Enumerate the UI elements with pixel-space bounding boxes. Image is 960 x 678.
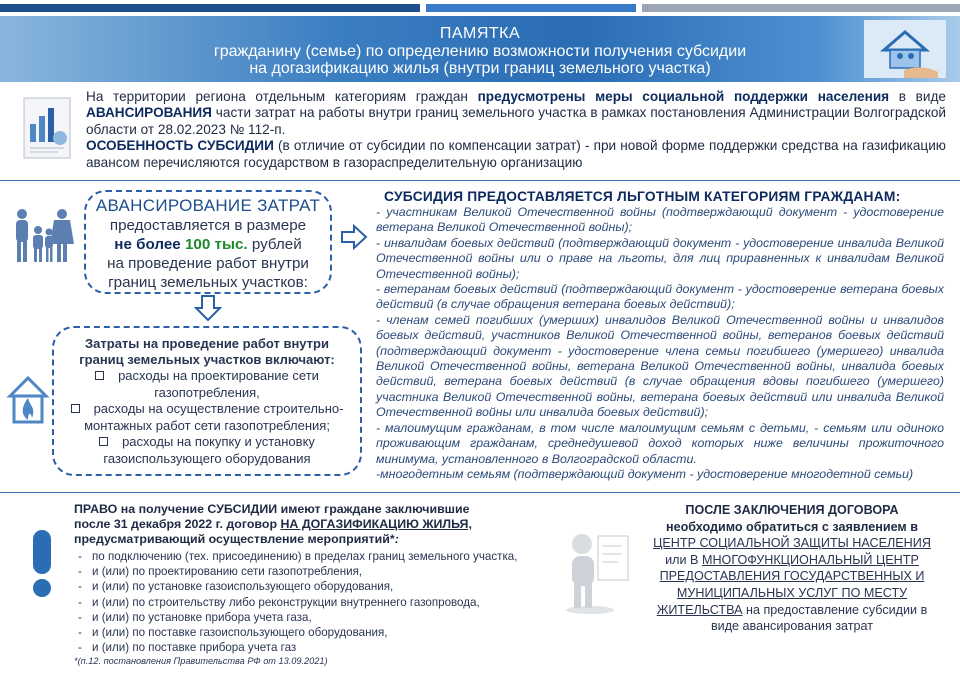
costs-item-2-a: расходы на осуществление строительно- (93, 401, 344, 417)
list-item-text: и (или) по проектированию сети газопотребления, (92, 565, 363, 579)
checkbox-bullet-icon (95, 371, 104, 380)
arrow-right-icon (340, 224, 368, 255)
org-mfc-line-3 (644, 585, 940, 602)
category-item: -многодетным семьям (подтверждающий документ - удостоверение многодетной семьи) (376, 466, 914, 481)
right-to-list (74, 549, 544, 655)
right-to-subsidy (74, 502, 544, 666)
top-stripe-grey (642, 4, 960, 12)
intro-paragraph-2 (86, 138, 946, 171)
costs-item-2-b: монтажных работ сети газопотребления; (84, 417, 330, 433)
list-item-text: и (или) по строительству либо реконструкции внутреннего газопровода, (92, 595, 480, 609)
org-mfc-text-3: МУНИЦИПАЛЬНЫХ УСЛУГ ПО МЕСТУ (676, 585, 908, 600)
house-hand-icon (864, 20, 946, 78)
right-to-head-3-b: : (394, 532, 399, 546)
top-stripe-mid (426, 4, 636, 12)
costs-item-2 (54, 401, 360, 418)
costs-heading-1: Затраты на проведение работ внутри (85, 336, 329, 351)
after-contract-head-1: ПОСЛЕ ЗАКЛЮЧЕНИЯ ДОГОВОРА (685, 503, 899, 517)
list-item-text: и (или) по установке прибора учета газа, (92, 610, 312, 624)
categories-title: СУБСИДИЯ ПРЕДОСТАВЛЯЕТСЯ ЛЬГОТНЫМ КАТЕГОРИЯМ ГРАЖДАНАМ: (384, 189, 901, 204)
list-item: - и (или) по установке газоиспользующего оборудования, (78, 580, 394, 594)
tail-text-1: на предоставление субсидии в (742, 602, 928, 617)
after-contract-head-2: необходимо обратиться с заявлением в (665, 519, 918, 534)
costs-item-3-b: газоиспользующего оборудования (103, 450, 311, 466)
list-item: - и (или) по поставке прибора учета газ (78, 641, 297, 655)
list-item-text: и (или) по поставке прибора учета газ (92, 641, 297, 655)
checkbox-bullet-icon (71, 404, 80, 413)
page-subtitle (0, 43, 960, 77)
advance-line-1: предоставляется в размере (109, 217, 307, 234)
subtitle-line-1: гражданину (семье) по определению возможности получения субсидии (213, 43, 747, 60)
list-item-text: и (или) по поставке газоиспользующего оборудования, (92, 626, 388, 640)
footnote: *(п.12. постановления Правительства РФ от 13.09.2021) (74, 656, 328, 667)
org-mfc-line-4 (644, 602, 940, 619)
category-item: - малоимущим гражданам, в том числе малоимущим семьям с детьми, - семьям или одиноко проживающим гражданам, среднедушевой доход которых ниже величины прожиточного минимума, установленного в Волгоградской области. (376, 420, 944, 466)
arrow-down-icon (194, 294, 222, 327)
intro-p1-d: АВАНСИРОВАНИЯ (86, 105, 212, 121)
advance-line-2-a: не более (114, 236, 185, 253)
list-item: - по подключению (тех. присоединению) в пределах границ земельного участка, (78, 550, 518, 563)
org-social-protection-text: ЦЕНТР СОЦИАЛЬНОЙ ЗАЩИТЫ НАСЕЛЕНИЯ (653, 536, 931, 551)
costs-item-3-a: расходы на покупку и установку (122, 434, 315, 450)
list-item: - и (или) по проектированию сети газопотребления, (78, 565, 363, 579)
or-text: или В (665, 552, 702, 567)
costs-item-1-b: газопотребления, (154, 384, 260, 400)
right-to-head-2-u: НА ДОГАЗИФИКАЦИЮ ЖИЛЬЯ, (280, 517, 472, 531)
divider-top (0, 180, 960, 181)
list-item: - и (или) по установке прибора учета газа, (78, 610, 312, 624)
list-item-text: и (или) по установке газоиспользующего оборудования, (92, 580, 394, 594)
intro-text (86, 89, 946, 171)
advance-line-3: на проведение работ внутри (107, 255, 309, 272)
intro-p1-a: На территории региона отдельным категориям граждан (86, 89, 478, 104)
divider-bottom (0, 492, 960, 493)
exclamation-icon (28, 528, 56, 598)
costs-item-1 (54, 368, 360, 385)
category-item: - инвалидам боевых действий (подтверждающий документ - удостоверение инвалида Великой Отечественной войны или о праве на льготы, для лиц приравненных к инвалидам Великой Отечественной войны); (376, 235, 944, 281)
advance-amount: 100 тыс. (184, 236, 248, 253)
intro-p1-e: части затрат на работы внутри границ земельного участка в рамках постановления Администрации Волгоградской области от 28.02.2023 № 112-п. (86, 105, 946, 137)
intro-p1-b: предусмотрены меры социальной поддержки населения (477, 89, 890, 104)
costs-box (52, 326, 362, 476)
org-mfc-line-1 (644, 552, 940, 569)
advance-line-2-c: рублей (247, 236, 302, 253)
list-item: - и (или) по поставке газоиспользующего оборудования, (78, 626, 388, 640)
checkbox-bullet-icon (99, 437, 108, 446)
intro-p1-c: в виде (889, 89, 946, 104)
org-mfc-text-2: ПРЕДОСТАВЛЕНИЯ ГОСУДАРСТВЕННЫХ И (659, 569, 925, 584)
intro-paragraph-1 (86, 89, 946, 138)
after-contract (644, 502, 940, 635)
advance-line-2 (86, 235, 330, 254)
family-icon (10, 204, 76, 270)
right-to-head-1: ПРАВО на получение СУБСИДИИ имеют граждане заключившие (74, 502, 470, 516)
org-mfc-line-2 (644, 568, 940, 585)
tail-text-2: виде авансирования затрат (710, 619, 874, 634)
list-item-text: по подключению (тех. присоединению) в пределах границ земельного участка, (92, 550, 518, 563)
org-mfc-text-4: ЖИТЕЛЬСТВА (656, 602, 743, 617)
right-to-head-2-a: после 31 декабря 2022 г. договор (74, 517, 281, 531)
category-item: - членам семей погибших (умерших) инвалидов Великой Отечественной войны и инвалидов боевых действий, участников Великой Отечественной войны, ветеранов боевых действий (подтверждающий документ - удостоверение члена семьи погибшего (умершего) инвалида Великой Отечественной войны, ветерана Великой Отечественной войны, инвалида боевых действий, ветерана боевых действий (в случае обращения вдовы погибшего (умершего) участника Великой Отечественной войны, ветерана боевых действий или инвалида Великой Отечественной войны или инвалида боевых действий); (376, 312, 944, 420)
intro-p2-b: (в отличие от субсидии по компенсации затрат) - при новой форме поддержки средства на газификацию авансом перечисляются государством в газораспределительную организацию (86, 138, 947, 170)
right-to-head-3-a: предусматривающий осуществление мероприятий* (74, 532, 395, 546)
page-title: ПАМЯТКА (439, 25, 521, 42)
costs-item-3 (54, 434, 360, 451)
gas-house-icon (6, 372, 50, 428)
costs-heading-2: границ земельных участков включают: (79, 352, 335, 367)
categories-list (376, 205, 944, 482)
right-to-head-2 (74, 517, 544, 532)
advance-line-4: границ земельных участков: (108, 274, 308, 291)
header-banner (0, 16, 960, 82)
intro-p2-a: ОСОБЕННОСТЬ СУБСИДИИ (86, 138, 274, 154)
right-to-head (74, 502, 544, 547)
top-stripe-dark (0, 4, 420, 12)
category-item: - участникам Великой Отечественной войны (подтверждающий документ - удостоверение ветерана Великой Отечественной войны); (376, 205, 944, 235)
person-board-icon (560, 520, 634, 616)
subtitle-line-2: на догазификацию жилья (внутри границ земельного участка) (249, 60, 711, 77)
advance-payment-box (84, 190, 332, 294)
costs-item-1-a: расходы на проектирование сети (118, 368, 319, 383)
right-to-head-3 (74, 532, 544, 547)
org-mfc-text-1: МНОГОФУНКЦИОНАЛЬНЫЙ ЦЕНТР (701, 552, 919, 567)
document-chart-icon (18, 94, 78, 164)
advance-heading: АВАНСИРОВАНИЕ ЗАТРАТ (95, 196, 321, 215)
category-item: - ветеранам боевых действий (подтверждающий документ - удостоверение ветерана боевых действий (в случае обращения ветерана боевых действий); (376, 282, 944, 312)
org-social-protection (644, 535, 940, 552)
list-item: - и (или) по строительству либо реконструкции внутреннего газопровода, (78, 595, 480, 609)
